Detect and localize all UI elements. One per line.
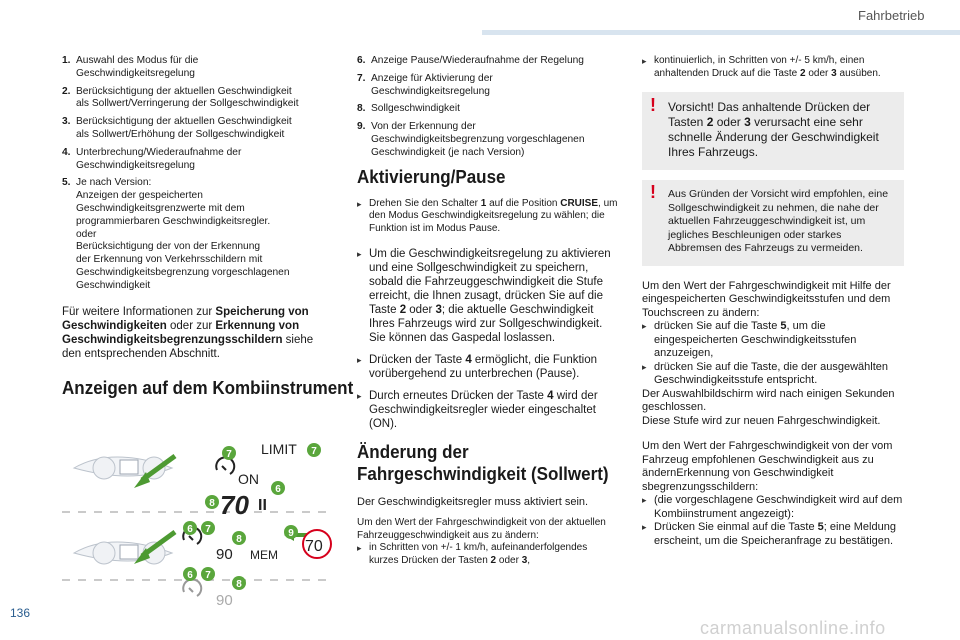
column-3: [642, 55, 904, 548]
bullet-press-level: ▸ drücken Sie auf die Taste, die der ausgewählten Geschwindigkeitsstufe entspricht.: [642, 360, 889, 386]
watermark: carmanualsonline.info: [700, 618, 886, 638]
list-item: 6. Anzeige Pause/Wiederaufnahme der Regelung: [357, 55, 584, 66]
speed-90-inactive-display: 90: [216, 592, 233, 609]
bullet-pause: ▸ Drücken der Taste 4 ermöglicht, die Funktion vorübergehend zu unterbrechen (Pause).: [357, 354, 598, 381]
list-item: 3. Berücksichtigung der aktuellen Geschwindigkeit als Sollwert/Erhöhung der Sollgeschwindigkeit: [62, 116, 292, 140]
arrow-icon: ▸: [642, 522, 647, 532]
arrow-icon: ▸: [357, 198, 362, 209]
speed-90-display: 90: [216, 546, 233, 563]
callout-number: 9: [288, 528, 294, 539]
bullet-suggested: ▸ (die vorgeschlagene Geschwindigkeit wird auf dem Kombiinstrument angezeigt):: [642, 494, 903, 520]
bullet-step-1: ▸ in Schritten von +/- 1 km/h, aufeinanderfolgendes kurzes Drücken der Tasten 2 oder 3,: [357, 542, 588, 566]
heading-kombiinstrument: Anzeigen auf dem Kombiinstrument: [62, 376, 354, 398]
callout-number: 7: [226, 449, 232, 460]
callout-number: 7: [205, 524, 211, 535]
heading-aktivierung: Aktivierung/Pause: [357, 165, 506, 187]
mem-label: MEM: [250, 548, 278, 562]
callout-number: 7: [205, 570, 211, 581]
list-item: 1. Auswahl des Modus für die Geschwindigkeitsregelung: [62, 55, 199, 79]
list-item: 8. Sollgeschwindigkeit: [357, 103, 460, 115]
section-title: Fahrbetrieb: [858, 8, 925, 23]
bullet-activate: ▸ Um die Geschwindigkeitsregelung zu aktivieren und eine Sollgeschwindigkeit zu speichern, sobald die Fahrzeuggeschwindigkeit die Stufe erreicht, die Ihnen zusagt, drücken Sie auf die Taste 2 oder 3; die aktuelle Geschwindigkeit Ihres Fahrzeugs wird zur Sollgeschwindigkeit. Sie können das Gaspedal loslassen.: [357, 248, 611, 345]
warning-icon: !: [650, 95, 656, 115]
paragraph-touchscreen: Um den Wert der Fahrgeschwindigkeit mit Hilfe der eingespeicherten Geschwindigkeitsstufen und dem Touchscreen zu ändern:: [642, 279, 891, 319]
column-1: [62, 55, 354, 399]
arrow-icon: ▸: [642, 56, 647, 66]
list-item: 5. Je nach Version: Anzeigen der gespeicherten Geschwindigkeitsgrenzwerte mit dem programmierbaren Geschwindigkeitsregler. oder Berücksichtigung der von der Erkennung der Erkennung von Verkehrsschildern mit Geschwindigkeitsbegrenzung vorgeschlagenen Geschwindigkeit: [62, 177, 290, 291]
callout-number: 7: [311, 446, 317, 457]
arrow-icon: ▸: [357, 391, 362, 402]
bullet-step-5: ▸ kontinuierlich, in Schritten von +/- 5 km/h, einen anhaltenden Druck auf die Taste 2 oder 3 ausüben.: [642, 55, 881, 79]
arrow-icon: ▸: [642, 495, 647, 505]
paragraph-aktiviert: Der Geschwindigkeitsregler muss aktiviert sein.: [357, 496, 589, 509]
header-bar: [482, 30, 960, 35]
bullet-confirm: ▸ Drücken Sie einmal auf die Taste 5; eine Meldung erscheint, um die Speicheranfrage zu bestätigen.: [642, 521, 896, 547]
speedometer-icon: [183, 579, 201, 596]
list-item: 9. Von der Erkennung der Geschwindigkeitsbegrenzung vorgeschlagenen Geschwindigkeit (je nach Version): [357, 121, 585, 158]
pause-icon: II: [258, 497, 267, 514]
callout-number: 6: [187, 524, 193, 535]
note-cruise: ▸ Drehen Sie den Schalter 1 auf die Position CRUISE, um den Modus Geschwindigkeitsregelung zu wählen; die Funktion ist im Modus Pause.: [357, 197, 618, 234]
callout-number: 8: [209, 498, 215, 509]
paragraph-closes: Der Auswahlbildschirm wird nach einigen Sekunden geschlossen.: [642, 387, 895, 413]
list-item: 4. Unterbrechung/Wiederaufnahme der Geschwindigkeitsregelung: [62, 146, 242, 171]
arrow-icon: ▸: [357, 249, 362, 260]
warning-box-2: ! Aus Gründen der Vorsicht wird empfohlen, eine Sollgeschwindigkeit zu nehmen, die nahe der aktuellen Fahrzeuggeschwindigkeit ist, um jegliches Beschleunigen oder starkes Abbremsen des Fahrzeugs zu vermeiden.: [642, 180, 904, 266]
arrow-icon: ▸: [357, 543, 362, 554]
warning-icon: !: [650, 182, 656, 202]
callout-number: 8: [236, 579, 242, 590]
limit-label: LIMIT: [261, 441, 297, 457]
page-number: 136: [10, 606, 31, 620]
callout-number: 6: [275, 484, 281, 495]
heading-aenderung: Änderung der Fahrgeschwindigkeit (Sollwert): [357, 441, 609, 485]
indicator-list: [357, 55, 619, 160]
list-item: 7. Anzeige für Aktivierung der Geschwindigkeitsregelung: [357, 72, 493, 97]
column-2: [357, 55, 619, 567]
paragraph-recommended: Um den Wert der Fahrgeschwindigkeit von der vom Fahrzeug empfohlenen Geschwindigkeit aus zu ändernErkennung von Geschwindigkeit sbegrenzungsschildern:: [642, 440, 893, 493]
arrow-icon: ▸: [642, 321, 647, 331]
warning-box-1: ! Vorsicht! Das anhaltende Drücken der Tasten 2 oder 3 verursacht eine sehr schnelle Änderung der Geschwindigkeit Ihres Fahrzeugs.: [642, 92, 904, 170]
control-list: [62, 55, 332, 293]
instrument-cluster-illustration: [62, 432, 332, 612]
target-speed-display: 70: [220, 490, 249, 520]
speed-limit-sign-value: 70: [305, 538, 323, 555]
arrow-icon: ▸: [642, 361, 647, 372]
list-item: 2. Berücksichtigung der aktuellen Geschwindigkeit als Sollwert/Verringerung der Sollgeschwindigkeit: [62, 85, 299, 110]
arrow-icon: ▸: [357, 355, 362, 366]
callout-number: 8: [236, 534, 242, 545]
on-label: ON: [238, 471, 259, 487]
bullet-press-5: ▸ drücken Sie auf die Taste 5, um die eingespeicherten Geschwindigkeitsstufen anzuzeigen,: [642, 320, 857, 359]
bullet-resume: ▸ Durch erneutes Drücken der Taste 4 wird der Geschwindigkeitsregler wieder eingeschaltet (ON).: [357, 390, 598, 431]
callout-number: 6: [187, 570, 193, 581]
paragraph-new-speed: Diese Stufe wird zur neuen Fahrgeschwindigkeit.: [642, 414, 881, 427]
info-paragraph: Für weitere Informationen zur Speicherung von Geschwindigkeiten oder zur Erkennung von Geschwindigkeitsbegrenzungsschildern siehe den entsprechenden Abschnitt.: [62, 305, 314, 360]
paragraph-small: Um den Wert der Fahrgeschwindigkeit von der aktuellen Fahrzeuggeschwindigkeit aus zu ändern:: [357, 517, 606, 541]
